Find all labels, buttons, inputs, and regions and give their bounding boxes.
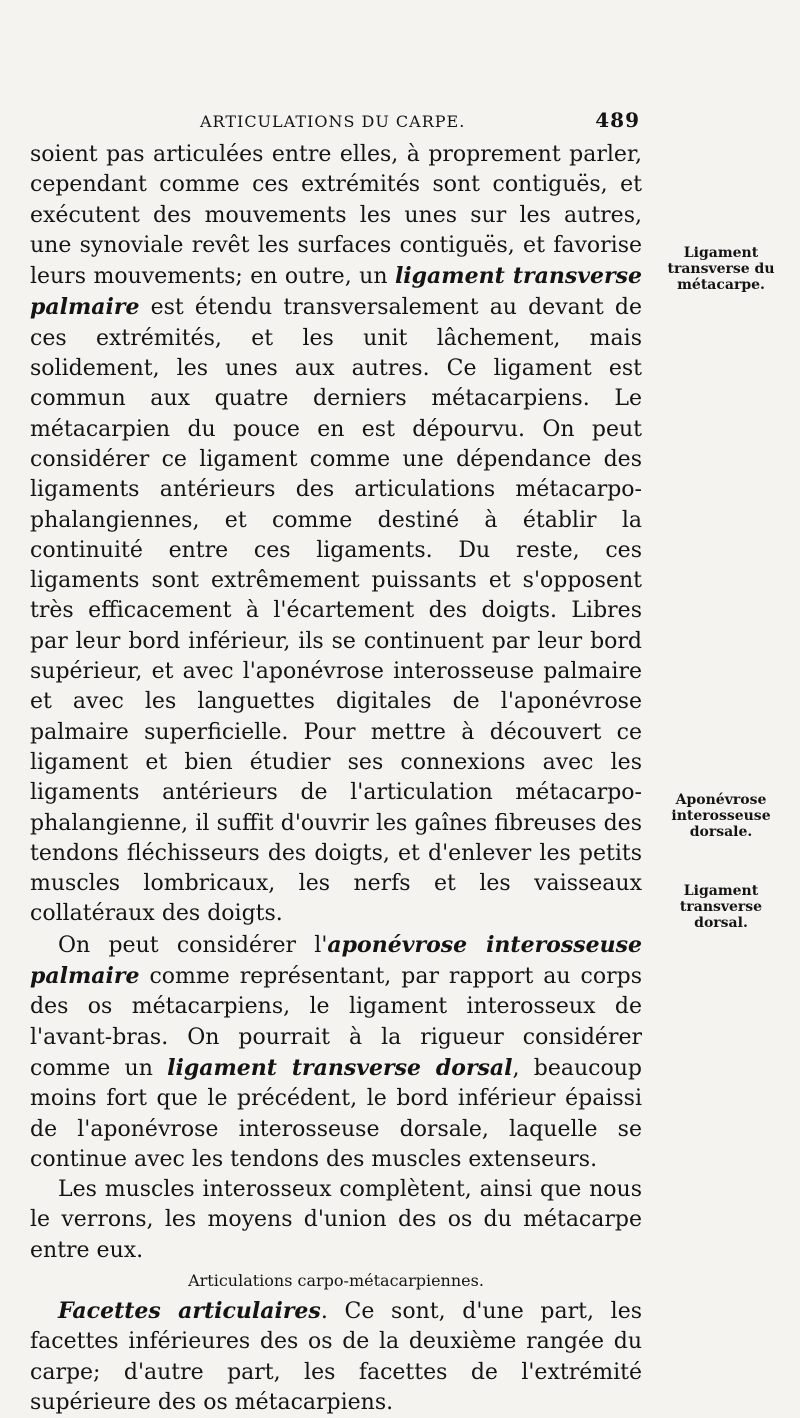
paragraph-2: [30, 930, 642, 1175]
paragraph-1: [30, 140, 642, 930]
paragraph-3: Les muscles interosseux complètent, ainsi que nous le verrons, les moyens d'union des os du métacarpe entre eux.: [30, 1177, 642, 1263]
running-title: ARTICULATIONS DU CARPE.: [200, 112, 466, 131]
paragraph-4: [30, 1296, 642, 1418]
paragraph-2-text-b: comme représentant, par rapport au corps des os métacarpiens, le ligament interosseux de l'avant-bras. On pourrait à la rigueur considérer comme un: [30, 964, 642, 1081]
margin-note-aponevrose-interosseuse-dorsale: Aponévrose interosseuse dorsale.: [671, 792, 771, 840]
term-ligament-transverse-dorsal: ligament transverse dorsal: [167, 1054, 513, 1081]
page-number: 489: [595, 108, 640, 132]
margin-note-ligament-transverse-metacarpe: Ligament transverse du métacarpe.: [667, 245, 775, 293]
term-ligament-transverse-palmaire: ligament transverse palmaire: [30, 263, 643, 321]
paragraph-1-text-a: soient pas articulées entre elles, à proprement parler, cependant comme ces extrémités sont contiguës, et exécutent des mouvements les unes sur les autres, une synoviale revêt les surfaces contiguës, et favorise leurs mouvements; en outre, un: [30, 142, 642, 290]
term-facettes-articulaires: Facettes articulaires: [58, 1297, 321, 1324]
section-heading: Articulations carpo-métacarpiennes.: [188, 1270, 484, 1290]
body-text: [30, 140, 642, 1418]
paragraph-1-text-b: est étendu transversalement au devant de ces extrémités, et les unit lâchement, mais solidement, les unes aux autres. Ce ligament est commun aux quatre derniers métacarpiens. Le métacarpien du pouce en est dépourvu. On peut considérer ce ligament comme une dépendance des ligaments antérieurs des articulations métacarpo-phalangiennes, et comme destiné à établir la continuité entre ces ligaments. Du reste, ces ligaments sont extrêmement puissants et s'opposent très efficacement à l'écartement des doigts. Libres par leur bord inférieur, ils se continuent par leur bord supérieur, et avec l'aponévrose interosseuse palmaire et avec les languettes digitales de l'aponévrose palmaire superficielle. Pour mettre à découvert ce ligament et bien étudier ses connexions avec les ligaments antérieurs de l'articulation métacarpo-phalangienne, il suffit d'ouvrir les gaînes fibreuses des tendons fléchisseurs des doigts, et d'enlever les petits muscles lombricaux, les nerfs et les vaisseaux collatéraux des doigts.: [30, 295, 642, 927]
paragraph-2-text-a: On peut considérer l': [58, 932, 328, 958]
paragraph-2-text-c: , beaucoup moins fort que le précédent, le bord inférieur épaissi de l'aponévrose interosseuse dorsale, laquelle se continue avec les tendons des muscles extenseurs.: [30, 1055, 642, 1172]
paragraph-4-text: . Ce sont, d'une part, les facettes inférieures des os de la deuxième rangée du carpe; d'autre part, les facettes de l'extrémité supérieure des os métacarpiens.: [30, 1298, 642, 1415]
margin-note-ligament-transverse-dorsal: Ligament transverse dorsal.: [679, 883, 763, 931]
term-aponevrose-interosseuse-palmaire: aponévrose interosseuse palmaire: [30, 931, 642, 990]
